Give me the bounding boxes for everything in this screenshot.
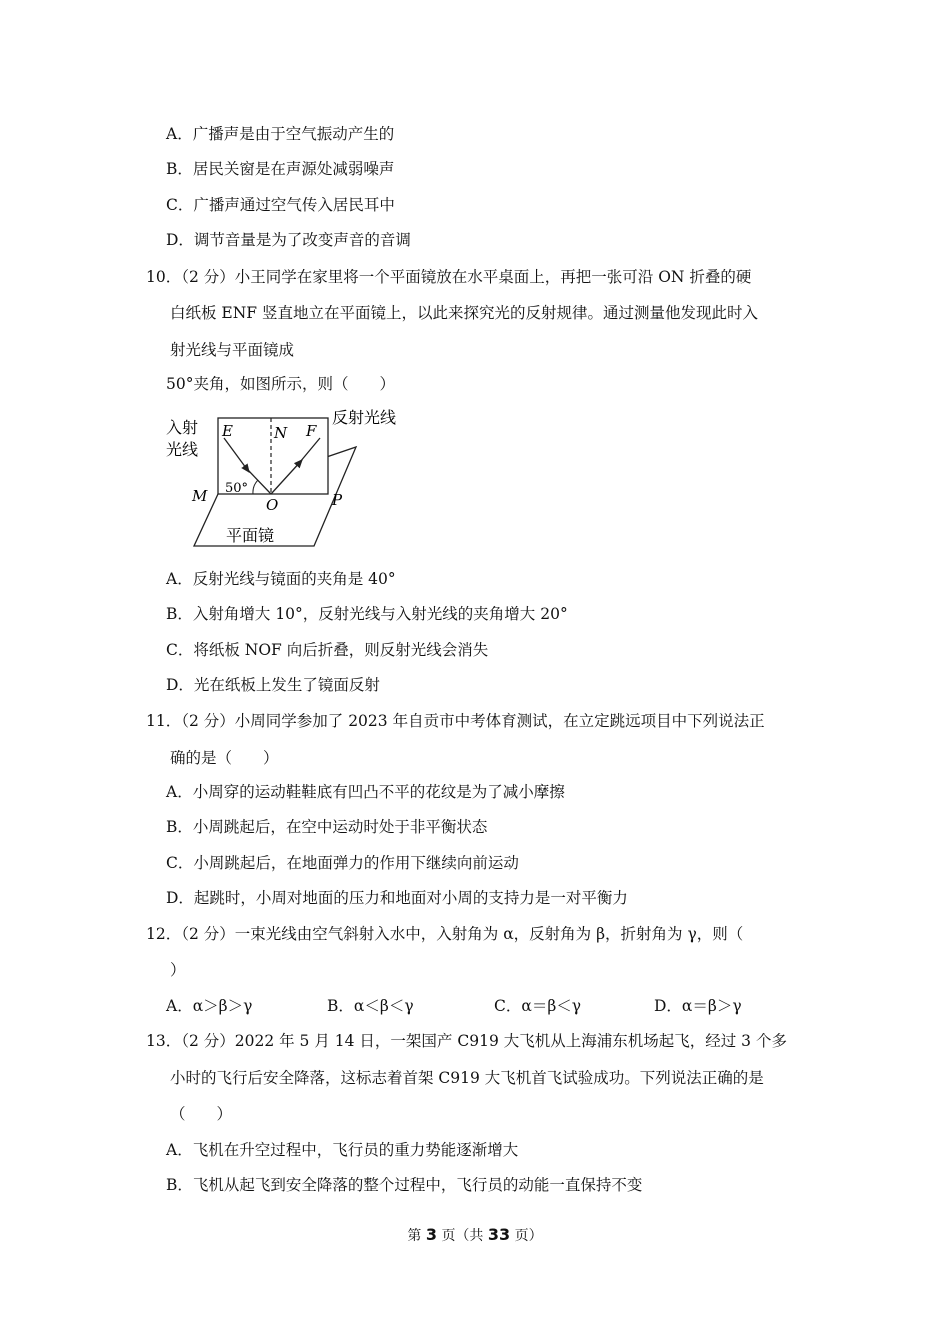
footer-total-pages: 33 [487, 1225, 511, 1244]
q13-stem-line2: 小时的飞行后安全降落，这标志着首架 C919 大飞机首飞试验成功。下列说法正确的是 [170, 1069, 764, 1087]
q13-stem-line1: 13．（2 分）2022 年 5 月 14 日，一架国产 C919 大飞机从上海浦东机场起飞，经过 3 个多 [146, 1032, 787, 1050]
q12-option-a: A．α＞β＞γ [166, 997, 253, 1015]
label-m: M [192, 487, 208, 505]
label-incident-2: 光线 [166, 440, 199, 459]
q10-option-b: B．入射角增大 10°，反射光线与入射光线的夹角增大 20° [166, 605, 568, 623]
q12-stem-line2: ） [170, 961, 186, 979]
footer-mid: 页（共 [441, 1228, 484, 1244]
q10-option-d: D．光在纸板上发生了镜面反射 [166, 676, 380, 694]
q9-option-d: D．调节音量是为了改变声音的音调 [166, 231, 411, 249]
q10-stem-line2: 白纸板 ENF 竖直地立在平面镜上，以此来探究光的反射规律。通过测量他发现此时入 [170, 304, 758, 322]
q10-option-c: C．将纸板 NOF 向后折叠，则反射光线会消失 [166, 641, 489, 659]
label-mirror: 平面镜 [226, 526, 275, 545]
q11-option-c: C．小周跳起后，在地面弹力的作用下继续向前运动 [166, 854, 519, 872]
q11-stem-line2: 确的是（ ） [170, 749, 279, 767]
q12-option-b: B．α＜β＜γ [327, 997, 414, 1015]
footer-page-number: 3 [425, 1225, 437, 1244]
q13-option-a: A．飞机在升空过程中，飞行员的重力势能逐渐增大 [166, 1141, 519, 1159]
q9-option-c: C．广播声通过空气传入居民耳中 [166, 196, 395, 214]
q10-stem-line1: 10．（2 分）小王同学在家里将一个平面镜放在水平桌面上，再把一张可沿 ON 折叠的硬 [146, 268, 752, 286]
q10-stem-line3: 射光线与平面镜成 [170, 341, 295, 359]
q11-option-d: D．起跳时，小周对地面的压力和地面对小周的支持力是一对平衡力 [166, 889, 628, 907]
q11-stem-line1: 11．（2 分）小周同学参加了 2023 年自贡市中考体育测试，在立定跳远项目中下列说法正 [146, 712, 765, 730]
q13-option-b: B．飞机从起飞到安全降落的整个过程中，飞行员的动能一直保持不变 [166, 1176, 643, 1194]
footer-suffix: 页） [514, 1228, 543, 1244]
q12-option-d: D．α＝β＞γ [654, 997, 742, 1015]
q11-option-a: A．小周穿的运动鞋鞋底有凹凸不平的花纹是为了减小摩擦 [166, 783, 565, 801]
q9-option-b: B．居民关窗是在声源处减弱噪声 [166, 160, 395, 178]
label-f: F [306, 422, 317, 440]
label-e: E [222, 422, 233, 440]
page-footer [0, 1225, 950, 1245]
label-incident-1: 入射 [166, 418, 199, 437]
q12-option-c: C．α＝β＜γ [494, 997, 582, 1015]
label-reflected: 反射光线 [332, 408, 397, 427]
label-o: O [266, 496, 279, 514]
reflection-diagram [160, 404, 410, 554]
q12-stem-line1: 12．（2 分）一束光线由空气斜射入水中，入射角为 α，反射角为 β，折射角为 γ，则（ [146, 925, 744, 943]
q10-stem-line4: 50°夹角，如图所示，则（ ） [166, 375, 395, 393]
q11-option-b: B．小周跳起后，在空中运动时处于非平衡状态 [166, 818, 488, 836]
footer-prefix: 第 [407, 1228, 422, 1244]
q13-stem-line3: （ ） [170, 1105, 233, 1123]
label-p: P [332, 491, 343, 509]
q10-option-a: A．反射光线与镜面的夹角是 40° [166, 570, 396, 588]
q9-option-a: A．广播声是由于空气振动产生的 [166, 125, 395, 143]
label-angle: 50° [225, 481, 249, 496]
label-n: N [274, 424, 288, 442]
